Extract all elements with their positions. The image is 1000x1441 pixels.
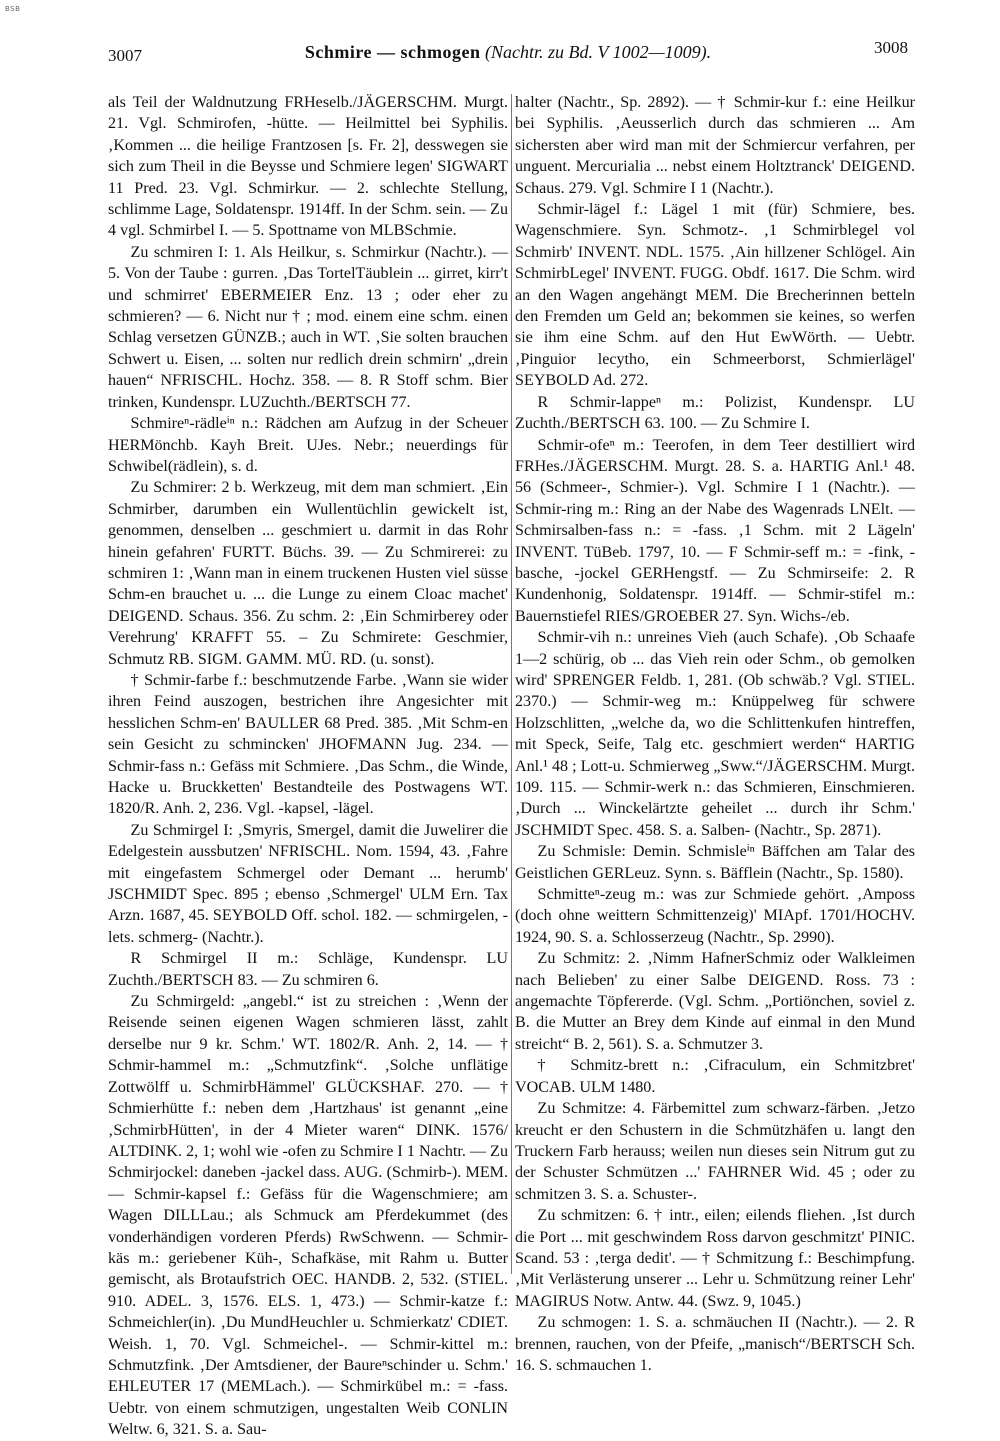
entry-paragraph: R Schmirgel II m.: Schläge, Kundenspr. LU Zuchth./BERTSCH 83. — Zu schmiren 6.	[108, 950, 508, 989]
entry-paragraph: Zu Schmirgel I: ‚Smyris, Smergel, damit die Juwelirer die Edelgestein aussbutzen' NFRISCHL. Nom. 1594, 43. ‚Fahre mit eingefastem Schmergel oder Demant ... herumb' JSCHMIDT Spec. 895 ; ebenso ‚Schmergel' ULM Ern. Tax Arzn. 1687, 45. SEYBOLD Off. schol. 182. — schmirgelen, -lets. schmerg- (Nachtr.).	[108, 821, 508, 946]
left-column	[108, 92, 508, 1439]
headword-range: Schmire — schmogen	[304, 42, 481, 62]
right-column	[515, 92, 916, 1374]
entry-paragraph: Zu schmogen: 1. S. a. schmäuchen II (Nachtr.). — 2. R brennen, rauchen, von der Pfeife, „manisch“/BERTSCH Sch. 16. S. schmauchen 1.	[515, 1314, 915, 1374]
entry-paragraph: Zu Schmisle: Demin. Schmisleⁱⁿ Bäffchen am Talar des Geistlichen GERLeuz. Synn. s. Bäfflein (Nachtr., Sp. 1580).	[515, 843, 915, 882]
page-number-right: 3008	[874, 38, 908, 57]
entry-paragraph: † Schmitz-brett n.: ‚Cifraculum, ein Schmitzbret' VOCAB. ULM 1480.	[515, 1057, 915, 1096]
entry-paragraph: Zu Schmirgeld: „angebl.“ ist zu streichen : ‚Wenn der Reisende seinen eigenen Wagen schmieren lässt, zahlt derselbe nur 9 kr. Schm.' WT. 1802/R. Anh. 2, 14. — † Schmir-hammel m.: „Schmutzfink“. ‚Solche unflätige Zottwölff u. SchmirbHämmel' GLÜCKSHAF. 270. — † Schmierhütte f.: neben dem ‚Hartzhaus' ist genannt „eine ‚SchmirbHütten', in der 4 Mieter waren“ DINK. 1576/ ALTDINK. 2, 1; wohl wie -ofen zu Schmire I 1 Nachtr. — Zu Schmirjockel: daneben -jackel dass. AUG. (Schmirb-). MEM. — Schmir-kapsel f.: Gefäss für die Wagenschmiere; am Wagen DILLLau.; als Schmuck am Pferdekummet (des vonderhändigen vorderen Pferds) RwSchwenn. — Schmir-käs m.: geriebener Küh-, Schafkäse, mit Rahm u. Butter gemischt, als Brotaufstrich OEC. HANDB. 2, 532. (STIEL. 910. ADEL. 3, 1576. ELS. 1, 473.) — Schmir-katze f.: Schmeichler(in). ‚Du MundHeuchler u. Schmierkatz' CDIET. Weish. 1, 70. Vgl. Schmeichel-. — Schmir-kittel m.: Schmutzfink. ‚Der Amtsdiener, der Baureⁿschinder u. Schm.' EHLEUTER 17 (MEMLach.). — Schmirkübel m.: = -fass. Uebtr. von einem schmutzigen, ungestalten Weib CONLIN Weltw. 6, 321. S. a. Sau-	[108, 993, 508, 1439]
entry-paragraph: Zu schmitzen: 6. † intr., eilen; eilends fliehen. ‚Ist durch die Port ... mit geschwindem Ross darvon geschmitzt' PINIC. Scand. 53 : ‚terga dedit'. — † Schmitzung f.: Beschimpfung. ‚Mit Verlästerung unserer ... Lehr u. Schmützung reiner Lehr' MAGIRUS Notw. Antw. 44. (Swz. 9, 1045.)	[515, 1207, 915, 1310]
entry-paragraph: Zu Schmirer: 2 b. Werkzeug, mit dem man schmiert. ‚Ein Schmirber, darumben ein Wullentüchlin gewickelt ist, genommen, denselben ... geschmiert u. darmit in das Rohr hinein gefahren' FURTT. Büchs. 39. — Zu Schmirerei: zu schmiren 1: ‚Wann man in einem truckenen Husten viel süsse Schm-en brauchet u. ... die Lunge zu einem Cloac machet' DEIGEND. Schaus. 356. Zu schm. 2: ‚Ein Schmirberey oder Verehrung' KRAFFT 55. – Zu Schmirete: Geschmier, Schmutz RB. SIGM. GAMM. MÜ. RD. (u. sonst).	[108, 479, 508, 668]
entry-paragraph: Schmir-ofeⁿ m.: Teerofen, in dem Teer destilliert wird FRHes./JÄGERSCHM. Murgt. 28. S. a. HARTIG Anl.¹ 48. 56 (Schmeer-, Schmier-). Vgl. Schmire I 1 (Nachtr.). — Schmir-ring m.: Ring an der Nabe des Wagenrads LNElt. — Schmirsalben-fass n.: = -fass. ‚1 Schm. mit 2 Lägeln' INVENT. TüBeb. 1797, 10. — F Schmir-seff m.: = -fink, -basche, -jockel GERHengstf. — Zu Schmirseife: 2. R Kundenhonig, Soldatenspr. 1914ff. — Schmir-stifel m.: Bauernstiefel RIES/GROEBER 27. Syn. Wichs-/eb.	[515, 436, 915, 625]
running-title	[108, 42, 908, 63]
entry-paragraph: als Teil der Waldnutzung FRHeselb./JÄGERSCHM. Murgt. 21. Vgl. Schmirofen, -hütte. — Heilmittel bei Syphilis. ‚Kommen ... die heilige Frantzosen [s. Fr. 2], desswegen sie sich zum Theil in die Beysse und Schmiere legen' SIGWART 11 Pred. 23. Vgl. Schmirkur. — 2. schlechte Stellung, schlimme Lage, Soldatenspr. 1914ff. In der Schm. sein. — Zu 4 vgl. Schmirbel I. — 5. Spottname von MLBSchmie.	[108, 94, 508, 240]
entry-paragraph: Zu Schmitz: 2. ‚Nimm HafnerSchmiz oder Walkleimen nach Belieben' zu einer Salbe DEIGEND. Ross. 73 : angemachte Töpfererde. (Vgl. Schm. „Portiönchen, soviel z. B. die Mutter an Brey dem Kinde auf einmal in den Mund streicht“ B. 2, 561). S. a. Schmutzer 3.	[515, 950, 915, 1053]
page-number-left: 3007	[108, 46, 142, 65]
column-divider	[511, 94, 512, 1274]
entry-paragraph: Schmitteⁿ-zeug m.: was zur Schmiede gehört. ‚Amposs (doch ohne weittern Schmittenzeig)' MIApf. 1701/HOCHV. 1924, 90. S. a. Schlosserzeug (Nachtr., Sp. 2990).	[515, 886, 915, 946]
page-header	[108, 36, 908, 72]
entry-paragraph: † Schmir-farbe f.: beschmutzende Farbe. ‚Wann sie wider ihren Feind auszogen, bestrichen ihre Angesichter mit hesslichen Schm-en' BAULLER 68 Pred. 385. ‚Mit Schm-en sein Gesicht zu schmincken' JHOFMANN Jug. 234. — Schmir-fass n.: Gefäss mit Schmiere. ‚Das Schm., die Winde, Hacke u. Bruckketten' Bestandteile des Postwagens WT. 1820/R. Anh. 2, 236. Vgl. -kapsel, -lägel.	[108, 671, 508, 818]
library-stamp: BSB	[5, 5, 21, 13]
section-subtitle: (Nachtr. zu Bd. V 1002—1009).	[485, 42, 712, 62]
entry-paragraph: R Schmir-lappeⁿ m.: Polizist, Kundenspr. LU Zuchth./BERTSCH 63. 100. — Zu Schmire I.	[515, 393, 915, 433]
entry-paragraph: Schmireⁿ-rädleⁱⁿ n.: Rädchen am Aufzug in der Scheuer HERMönchb. Kayh Breit. UJes. Nebr.; neuerdings für Schwibel(rädlein), s. d.	[108, 415, 508, 475]
entry-paragraph: Schmir-vih n.: unreines Vieh (auch Schafe). ‚Ob Schaafe 1—2 schürig, ob ... das Vieh rein oder Schm., ob gemolken wird' SPRENGER Feldb. 1, 281. (Ob schwäb.? Vgl. STIEL. 2370.) — Schmir-weg m.: Knüppelweg für schwere Holzschlitten, „welche da, wo die Schlittenkufen hintreffen, mit Speck, Seife, Talg etc. geschmiert werden“ HARTIG Anl.¹ 48 ; Lott-u. Schmierweg „Sww.“/JÄGERSCHM. Murgt. 109. 115. — Schmir-werk n.: das Schmieren, Einschmieren. ‚Durch ... Winckelärtzte geheilet ... durch ihr Schm.' JSCHMIDT Spec. 458. S. a. Salben- (Nachtr., Sp. 2871).	[515, 629, 916, 839]
entry-paragraph: Zu schmiren I: 1. Als Heilkur, s. Schmirkur (Nachtr.). — 5. Von der Taube : gurren. ‚Das TortelTäublein ... girret, kirr't und schmirret' EBERMEIER Enz. 13 ; oder eher zu schmieren? — 6. Nicht nur † ; mod. einem eine schm. einen Schlag versetzen GÜNZB.; auch in WT. ‚Sie solten brauchen Schwert u. Eisen, ... solten nur redlich drein schmirn' „drein hauen“ NFRISCHL. Hochz. 358. — 8. R Stoff schm. Bier trinken, Kundenspr. LUZuchth./BERTSCH 77.	[108, 243, 508, 411]
entry-paragraph: Zu Schmitze: 4. Färbemittel zum schwarz-färben. ‚Jetzo kreucht er den Schustern in die Schmützhäfen u. langt den Truckern Farb herauss; weilen nun dieses sein Nitrum gut zu der Schuster Schmützen ...' FAHRNER Wid. 45 ; oder zu schmitzen 3. S. a. Schuster-.	[515, 1100, 915, 1203]
entry-paragraph: halter (Nachtr., Sp. 2892). — † Schmir-kur f.: eine Heilkur bei Syphilis. ‚Aeusserlich durch das schmieren ... Am sichersten aber wird man mit der Schmiercur verfahren, per unguent. Mercurialia ... nebst einem Holtztranck' DEIGEND. Schaus. 279. Vgl. Schmire I 1 (Nachtr.).	[515, 94, 915, 197]
entry-paragraph: Schmir-lägel f.: Lägel 1 mit (für) Schmiere, bes. Wagenschmiere. Syn. Schmotz-. ‚1 Schmirblegel vol Schmirb' INVENT. NDL. 1575. ‚Ain hillzener Schlögel. Ain SchmirbLegel' INVENT. FUGG. Obdf. 1617. Die Schm. wird an den Wagen angehängt MEM. Die Brecherinnen betteln den Fremden um Geld an; bekommen sie keines, so werfen sie ihm eine Schm. auf den Hut EwWörth. — Uebtr. ‚Pinguior lecytho, ein Schmeerborst, Schmierlägel' SEYBOLD Ad. 272.	[515, 201, 915, 390]
